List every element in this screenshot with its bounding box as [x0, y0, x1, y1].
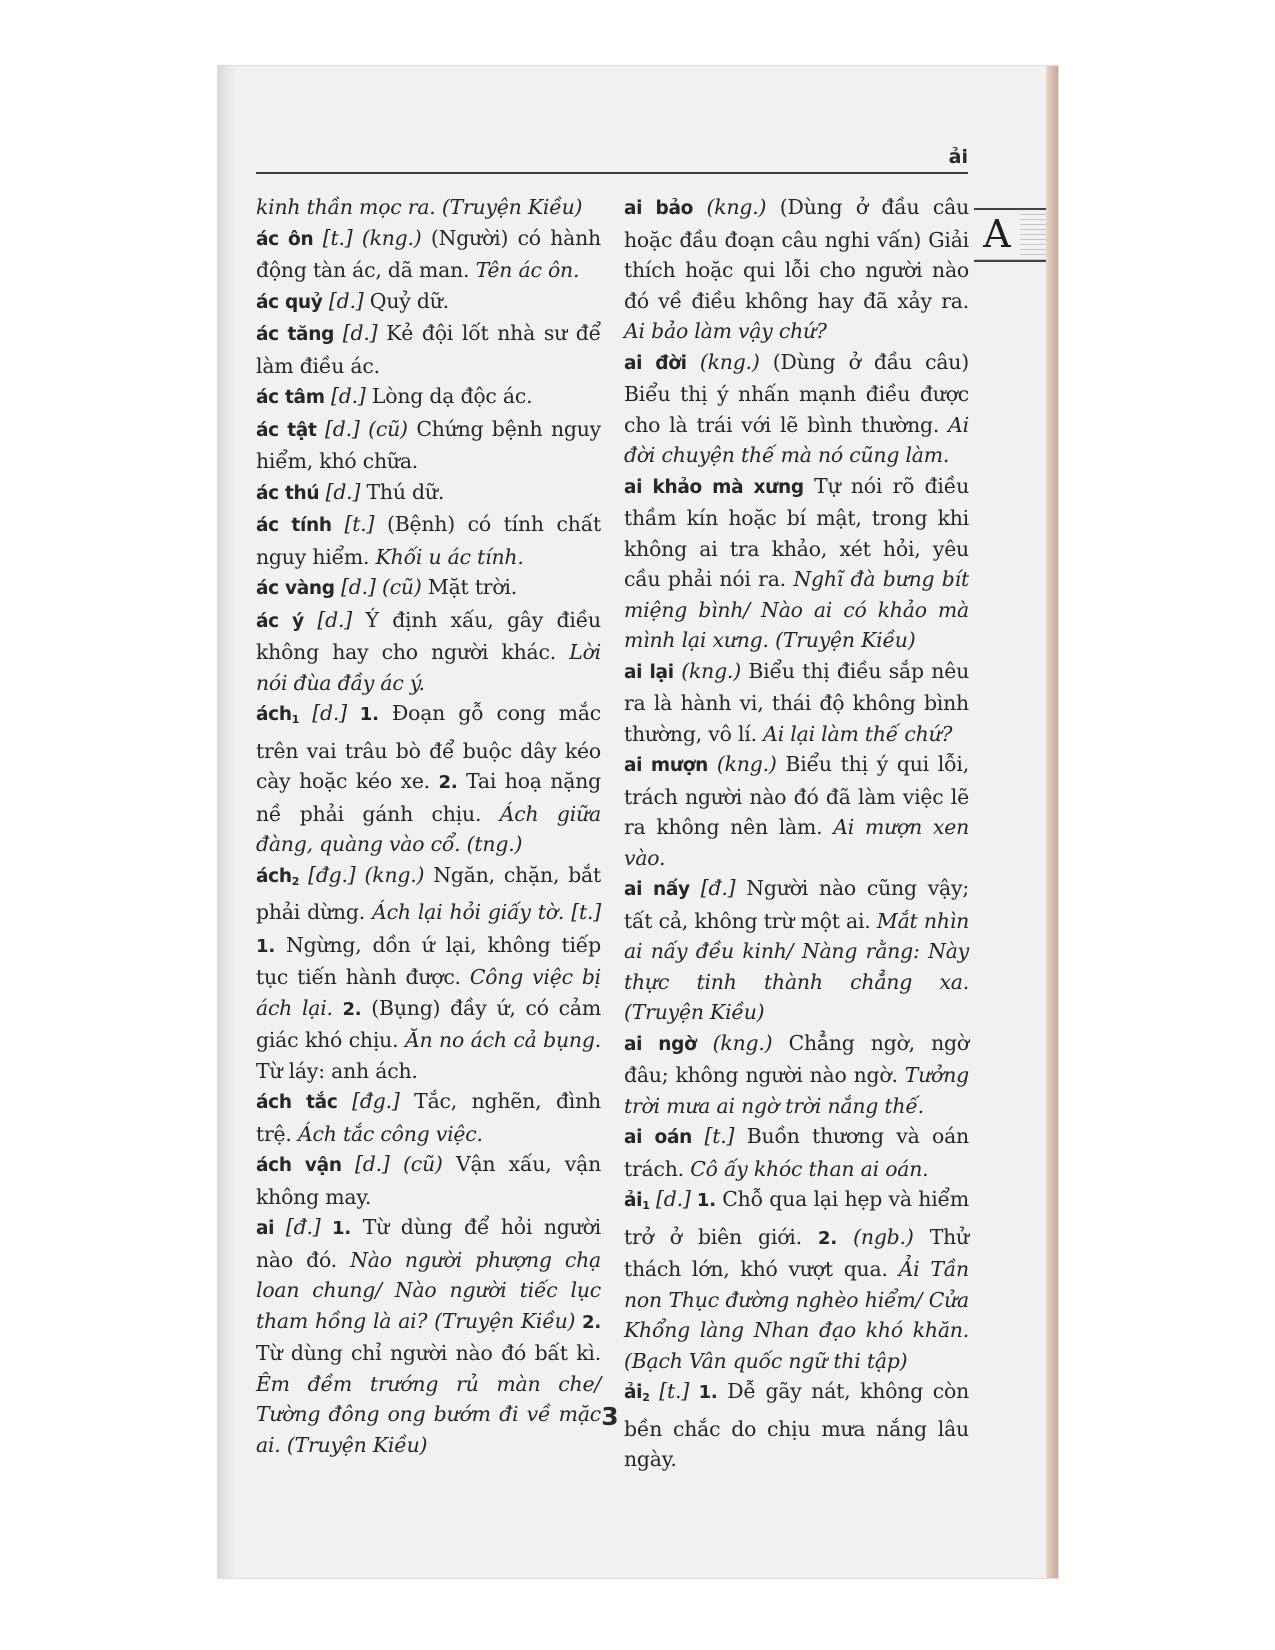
dictionary-entry [256, 192, 601, 223]
dictionary-entry [624, 749, 969, 873]
grammar-label: (kng.) [696, 1030, 773, 1055]
dictionary-entry [624, 1121, 969, 1184]
sense-number: 1. [690, 1190, 716, 1211]
example-text: Mắt nhìn ai nấy đều kinh/ Nàng rằng: Này thực tinh thành chẳng xa. (Truyện Kiều) [624, 908, 970, 1024]
definition-text: Người nào cũng vậy; tất cả, không trừ một ai. [624, 876, 969, 933]
dictionary-entry [256, 605, 601, 699]
grammar-label: (kng.) [693, 195, 767, 219]
definition-text: Lòng dạ độc ác. [365, 384, 533, 408]
grammar-label: [d.] [324, 384, 366, 408]
example-text: Ai lại làm thế chứ? [763, 721, 953, 746]
dictionary-entry [256, 860, 601, 1087]
thumb-index-letter: A [974, 212, 1020, 256]
sense-number: 2. [818, 1227, 838, 1249]
grammar-label: [d.] (cũ) [316, 416, 408, 441]
definition-text: Kẻ đội lốt nhà sư để làm điều ác. [256, 321, 601, 378]
headword: ác tính [256, 515, 332, 536]
definition-text: Thử thách lớn, khó vượt qua. [624, 1224, 969, 1281]
headword: ách tắc [256, 1092, 338, 1113]
headword: ải$_2$ [624, 1382, 650, 1404]
definition-text: Chẳng ngờ, ngờ đâu; không người nào ngờ. [624, 1030, 969, 1087]
example-text: Tưởng trời mưa ai ngờ trời nắng thế. [624, 1063, 969, 1118]
page-number: 3 [601, 1402, 619, 1431]
example-text: Ách tắc công việc. [297, 1121, 483, 1146]
definition-text: Từ dùng chỉ người nào đó bất kì. [256, 1341, 601, 1365]
dictionary-entry [256, 414, 601, 477]
definition-text: Tai hoạ nặng nề phải gánh chịu. [256, 769, 601, 826]
headword: ai lại [624, 661, 674, 683]
dictionary-entry [624, 656, 969, 750]
header-rule [256, 172, 968, 174]
grammar-label: [t.] [331, 512, 375, 536]
grammar-label: [đg.] [337, 1089, 400, 1113]
grammar-label: [t.] [649, 1379, 690, 1403]
grammar-label: [d.] (cũ) [341, 1152, 443, 1176]
headword: ách$_1$ [256, 704, 300, 726]
definition-text: Ý định xấu, gây điều không hay cho người khác. [256, 607, 601, 664]
homonym-index: 1 [291, 713, 300, 726]
dictionary-entry [256, 477, 601, 510]
homonym-index: 1 [642, 1199, 650, 1212]
running-head: ải [948, 146, 968, 168]
definition-text: Đoạn gỗ cong mắc trên vai trâu bò để buộc dây kéo cày hoặc kéo xe. [256, 701, 601, 793]
sense-number: 2. [332, 998, 362, 1020]
headword: ai [256, 1218, 275, 1239]
headword: ách vận [256, 1155, 342, 1176]
dictionary-entry [256, 381, 601, 414]
definition-text: Biểu thị ý qui lỗi, trách người nào đó đã làm việc lẽ ra không nên làm. [624, 752, 969, 839]
grammar-label: (kng.) [708, 752, 777, 776]
grammar-label: (kng.) [673, 658, 741, 683]
sense-number: 2. [575, 1311, 601, 1333]
thumb-index-tab [974, 208, 1046, 262]
example-text: Ăn no ách cả bụng. [405, 1028, 601, 1052]
left-column [256, 192, 601, 1460]
example-text: Ai bảo làm vậy chứ? [624, 319, 827, 343]
grammar-label: [đg.] (kng.) [299, 862, 425, 887]
example-text: Ách giữa đàng, quàng vào cổ. (tng.) [256, 801, 601, 856]
dictionary-entry [256, 223, 601, 286]
example-text: Khối u ác tính. [375, 544, 524, 569]
dictionary-entry [256, 572, 601, 605]
example-text: Nào người phượng chạ loan chung/ Nào người tiếc lục tham hồng là ai? (Truyện Kiều) [256, 1247, 601, 1333]
homonym-index: 2 [642, 1391, 650, 1404]
example-text: Công việc bị ách lại. [256, 965, 601, 1020]
example-text: kinh thần mọc ra. (Truyện Kiều) [256, 195, 583, 219]
dictionary-entry [624, 1184, 969, 1376]
grammar-label: [d.] [319, 479, 361, 504]
sense-number: 1. [346, 704, 379, 725]
example-text: Ai đời chuyện thế mà nó cũng làm. [624, 412, 969, 467]
headword: ác tâm [256, 387, 325, 408]
homonym-index: 2 [291, 874, 300, 888]
headword: ải$_1$ [624, 1190, 650, 1212]
example-text: Cô ấy khóc than ai oán. [690, 1156, 929, 1181]
dictionary-entry [256, 509, 601, 572]
headword: ác vàng [256, 578, 335, 599]
definition-text: (Bụng) đầy ứ, có cảm giác khó chịu. [256, 995, 601, 1052]
dictionary-entry [256, 286, 601, 319]
grammar-label: [d.] [303, 607, 353, 632]
definition-text: Mặt trời. [421, 575, 518, 599]
sense-number: 1. [689, 1382, 718, 1403]
example-text: Nghĩ đà bưng bít miệng bình/ Nào ai có khảo mà mình lại xưng. (Truyện Kiều) [624, 567, 969, 652]
grammar-label: [t.] [692, 1124, 735, 1148]
definition-text: Vận xấu, vận không may. [256, 1152, 601, 1209]
headword: ác thú [256, 482, 320, 504]
dictionary-entry [624, 192, 969, 347]
headword: ai oán [624, 1127, 693, 1148]
sense-number: 2. [438, 772, 458, 793]
example-text: Ải Tần non Thục đường nghèo hiểm/ Cửa Khổng làng Nhan đạo khó khăn. (Bạch Vân quốc ngữ thi tập) [624, 1257, 969, 1373]
dictionary-entry [256, 1212, 601, 1460]
grammar-label: [d.] [299, 701, 347, 725]
definition-text: Từ láy: anh ách. [256, 1058, 418, 1083]
headword: ách$_2$ [256, 865, 300, 888]
headword: ác tật [256, 419, 317, 441]
headword: ai khảo mà xưng [624, 476, 804, 498]
definition-text: (Người) có hành động tàn ác, dã man. [256, 225, 601, 282]
dictionary-entry [256, 318, 601, 381]
sense-number: 1. [320, 1218, 352, 1239]
grammar-label: [t.] (kng.) [313, 225, 422, 250]
definition-text: Tự nói rõ điều thầm kín hoặc bí mật, trong khi không ai tra khảo, xét hỏi, yêu cầu phải nói ra. [624, 473, 969, 591]
example-text: Ách lại hỏi giấy tờ. [372, 900, 565, 924]
grammar-label: [đ.] [274, 1215, 321, 1239]
grammar-label: [d.] (cũ) [334, 575, 422, 599]
sense-number: 1. [256, 935, 275, 957]
example-text: Êm đềm trướng rủ màn che/ Tường đông ong bướm đi về mặc ai. (Truyện Kiều) [256, 1371, 601, 1457]
definition-text: Ngăn, chặn, bắt phải dừng. [256, 862, 601, 924]
definition-text: Ngừng, dồn ứ lại, không tiếp tục tiến hành được. [256, 932, 601, 989]
dictionary-entry [624, 1376, 969, 1475]
grammar-label: [d.] [649, 1187, 691, 1211]
grammar-label: [đ.] [689, 876, 736, 900]
definition-text: (Dùng ở đầu câu) Biểu thị ý nhấn mạnh điều được cho là trái với lẽ bình thường. [624, 349, 969, 437]
dictionary-entry [624, 347, 969, 471]
dictionary-entry [256, 1149, 601, 1212]
definition-text: (Bệnh) có tính chất nguy hiểm. [256, 512, 601, 569]
headword: ai đời [624, 352, 687, 374]
definition-text: Tắc, nghẽn, đình trệ. [256, 1089, 601, 1146]
definition-text: Buồn thương và oán trách. [624, 1124, 969, 1181]
definition-text: Từ dùng để hỏi người nào đó. [256, 1215, 601, 1272]
grammar-label: [d.] [322, 288, 364, 313]
definition-text: Biểu thị điều sắp nêu ra là hành vi, thái độ không bình thường, vô lí. [624, 658, 970, 746]
right-column [624, 192, 969, 1475]
headword: ác quỷ [256, 291, 323, 313]
page-right-edge [1046, 66, 1058, 1578]
headword: ai ngờ [624, 1033, 697, 1055]
headword: ai mượn [624, 755, 709, 776]
example-text: Ai mượn xen vào. [624, 815, 969, 870]
dictionary-entry [256, 1086, 601, 1149]
dictionary-entry [624, 1028, 969, 1122]
grammar-label: [t.] [564, 900, 602, 924]
dictionary-entry [624, 873, 969, 1028]
headword: ác ôn [256, 228, 314, 250]
page-gutter-shadow [218, 66, 236, 1578]
grammar-label: [d.] [334, 321, 378, 345]
definition-text: Chứng bệnh nguy hiểm, khó chữa. [256, 416, 601, 473]
grammar-label: (kng.) [686, 349, 760, 374]
dictionary-entry [256, 698, 601, 860]
dictionary-entry [624, 471, 969, 656]
headword: ác ý [256, 610, 304, 632]
definition-text: Dễ gãy nát, không còn bền chắc do chịu mưa nắng lâu ngày. [624, 1379, 970, 1471]
headword: ác tăng [256, 324, 335, 345]
definition-text: Chỗ qua lại hẹp và hiểm trở ở biên giới. [624, 1187, 969, 1249]
headword: ai bảo [624, 198, 694, 219]
example-text: Tên ác ôn. [475, 258, 580, 282]
grammar-label: (ngb.) [837, 1224, 914, 1249]
definition-text: Thú dữ. [360, 479, 445, 504]
definition-text: (Dùng ở đầu câu hoặc đầu đoạn câu nghi vấn) Giải thích hoặc qui lỗi cho người nào đó về điều không hay đã xảy ra. [624, 195, 970, 313]
definition-text: Quỷ dữ. [363, 288, 449, 313]
example-text: Lời nói đùa đầy ác ý. [256, 640, 601, 695]
headword: ai nấy [624, 879, 690, 900]
